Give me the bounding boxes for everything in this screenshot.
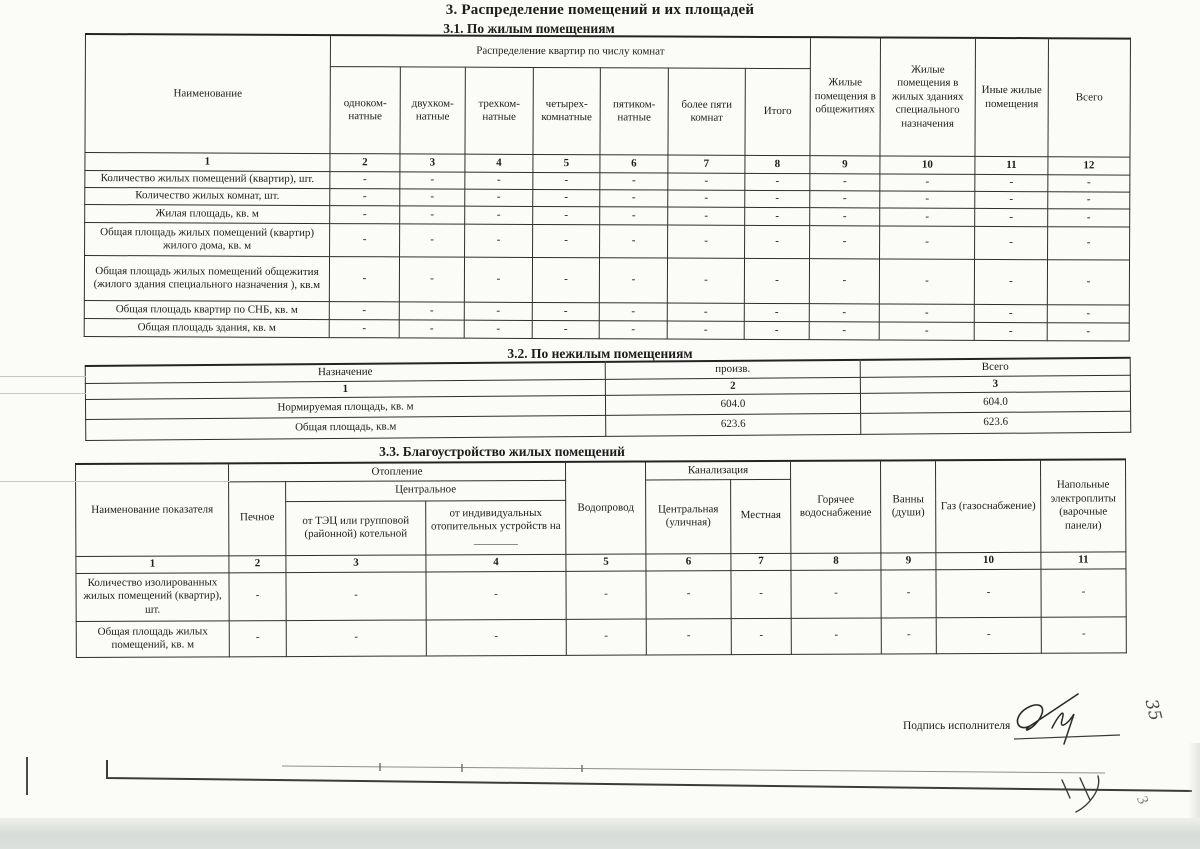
table-cell: - — [810, 174, 880, 191]
table-cell: - — [286, 571, 426, 620]
table-cell: 7 — [668, 155, 745, 173]
table-cell: - — [646, 570, 731, 618]
section-32-title: 3.2. По нежилым помещениям — [507, 346, 693, 361]
col-header-2room: двухком-натные — [400, 67, 465, 154]
col-header-central-street-sewerage: Центральная (уличная) — [646, 479, 731, 553]
scanner-edge-shadow — [1188, 743, 1200, 818]
col-header-stove-heating: Печное — [229, 481, 286, 555]
table-cell: - — [744, 321, 809, 339]
row-label: Количество изолированных жилых помещений (квартир), шт. — [76, 572, 229, 621]
table-cell: 6 — [646, 553, 731, 570]
table-cell: 1 — [85, 153, 330, 172]
col-header-purpose: Назначение — [85, 362, 605, 383]
table-cell: - — [426, 571, 566, 620]
page-title: 3. Распределение помещений и их площадей — [445, 2, 755, 18]
table-cell: 9 — [810, 156, 880, 174]
table-cell: - — [533, 189, 600, 206]
row-label: Общая площадь жилых помещений (квартир) жилого дома, кв. м — [85, 223, 330, 257]
col-header-water-supply: Водопровод — [565, 462, 645, 554]
table-cell: - — [400, 172, 465, 189]
table-cell: - — [936, 617, 1041, 653]
table-cell: 11 — [1041, 551, 1126, 568]
table-cell: 2 — [229, 555, 286, 572]
row-label: Нормируемая площадь, кв. м — [85, 395, 605, 419]
table-cell: - — [600, 173, 668, 190]
table-cell: 2 — [605, 377, 860, 395]
table-cell: - — [426, 619, 566, 656]
table-cell: 623.6 — [861, 411, 1131, 434]
table-cell: - — [974, 322, 1047, 340]
table-cell: 4 — [426, 554, 566, 572]
row-label: Жилая площадь, кв. м — [85, 205, 330, 224]
table-cell: - — [464, 302, 532, 320]
table-cell: - — [881, 569, 936, 617]
col-header-gas: Газ (газоснабжение) — [936, 460, 1041, 552]
scan-fold-line — [0, 481, 230, 482]
col-header-1room: одноком-натные — [330, 67, 400, 154]
table-cell: - — [810, 191, 880, 208]
table-row — [76, 616, 1126, 657]
table-cell: - — [668, 207, 745, 225]
table-cell: 2 — [330, 154, 400, 172]
col-header-total: Всего — [860, 358, 1130, 377]
table-cell: - — [744, 303, 809, 321]
table-cell: - — [880, 226, 975, 259]
handwritten-corner-mark: 3 — [1133, 793, 1152, 808]
table-cell: - — [286, 619, 426, 656]
table-cell: - — [791, 617, 881, 653]
col-header-baths: Ванны (души) — [881, 460, 936, 552]
row-label: Общая площадь здания, кв. м — [84, 318, 329, 337]
table-cell: - — [936, 569, 1041, 617]
table-cell: - — [599, 303, 667, 321]
table-cell: - — [1048, 227, 1130, 260]
row-label: Общая площадь, кв.м — [86, 415, 606, 440]
col-group-header-central-heating: Центральное — [286, 480, 566, 501]
col-header-hot-water: Горячее водоснабжение — [791, 460, 881, 552]
table-cell: - — [975, 191, 1048, 208]
signature-label: Подпись исполнителя — [903, 720, 1011, 732]
col-header-other: Иные жилые помещения — [975, 38, 1049, 157]
table-cell: 3 — [286, 554, 426, 572]
table-cell: 604.0 — [605, 393, 860, 415]
table-cell: - — [599, 258, 667, 303]
table-cell: 1 — [76, 555, 229, 573]
table-cell: - — [880, 174, 975, 191]
col-group-header-heating: Отопление — [229, 462, 566, 481]
header-row-groups — [76, 459, 1126, 482]
table-cell: - — [464, 257, 532, 302]
scan-fold-line — [0, 393, 86, 394]
table-cell: - — [810, 226, 880, 259]
table-cell: - — [464, 320, 532, 338]
row-label: Общая площадь квартир по СНБ, кв. м — [84, 300, 329, 319]
table-cell: - — [974, 259, 1047, 304]
row-label: Количество жилых помещений (квартир), шт. — [85, 171, 330, 189]
table-amenities — [75, 458, 1127, 657]
section-33-title: 3.3. Благоустройство жилых помещений — [379, 444, 625, 459]
table-cell: - — [532, 257, 599, 302]
table-row — [85, 223, 1130, 261]
table-cell: 12 — [1048, 157, 1130, 175]
table-cell: 1 — [85, 379, 605, 399]
signature-handwriting — [1000, 688, 1140, 748]
table-cell: - — [600, 225, 668, 258]
table-cell: - — [668, 173, 745, 190]
table-cell: - — [810, 208, 880, 226]
table-cell: - — [745, 190, 810, 207]
table-cell: - — [880, 191, 975, 208]
table-cell: - — [465, 224, 533, 257]
table-cell: - — [330, 206, 400, 224]
table-cell: 623.6 — [606, 413, 861, 436]
table-cell: - — [731, 618, 791, 654]
table-cell: 9 — [881, 552, 936, 569]
table-cell: - — [668, 225, 745, 258]
table-cell: - — [1041, 568, 1126, 616]
col-header-3room: трехком-натные — [465, 67, 533, 154]
table-row — [84, 318, 1129, 341]
table-cell: - — [1048, 175, 1130, 192]
col-header-local-sewerage: Местная — [731, 479, 791, 553]
table-cell: 4 — [465, 154, 533, 172]
table-cell: - — [532, 302, 599, 320]
table-cell: - — [329, 320, 399, 338]
col-header-special-buildings: Жилые помещения в жилых зданиях специального назначения — [880, 37, 976, 156]
table-cell: - — [975, 208, 1048, 226]
table-cell: - — [745, 207, 810, 225]
col-header-5room: пятиком-натные — [600, 68, 668, 155]
table-cell: - — [399, 257, 464, 302]
table-cell: - — [533, 206, 600, 224]
col-header-dorms: Жилые помещения в общежитиях — [810, 37, 881, 156]
table-cell: - — [879, 304, 974, 322]
table-cell: 5 — [533, 154, 600, 172]
table-cell: - — [745, 173, 810, 190]
table-cell: 5 — [566, 554, 646, 571]
row-label: Общая площадь жилых помещений общежития (жилого здания специального назначения ), кв.м — [84, 256, 329, 302]
table-cell: - — [566, 619, 646, 655]
table-cell: - — [745, 225, 810, 258]
table-cell: - — [465, 206, 533, 224]
table-cell: - — [330, 172, 400, 189]
table-cell: - — [533, 172, 600, 189]
table-cell: - — [465, 172, 533, 189]
col-header-itogo: Итого — [745, 68, 810, 155]
table-cell: - — [667, 258, 744, 303]
row-label: Общая площадь жилых помещений, кв. м — [76, 620, 229, 657]
table-cell: - — [1048, 192, 1130, 209]
table-cell: - — [809, 304, 879, 322]
table-cell: 8 — [791, 552, 881, 569]
table-cell: - — [329, 302, 399, 320]
col-header-total: Всего — [1048, 38, 1131, 157]
table-cell: - — [330, 224, 400, 257]
table-cell: 8 — [745, 155, 810, 173]
table-cell: - — [600, 207, 668, 225]
table-cell: 3 — [400, 154, 465, 172]
table-cell: 604.0 — [860, 391, 1130, 413]
table-cell: - — [465, 189, 533, 206]
col-header-production: произв. — [605, 360, 860, 379]
handwritten-page-number: 35 — [1140, 697, 1166, 723]
col-group-header-sewerage: Канализация — [645, 461, 790, 480]
table-cell: - — [667, 321, 744, 339]
table-cell: - — [1047, 323, 1129, 341]
table-cell: - — [809, 259, 879, 304]
table-cell: - — [879, 259, 974, 304]
table-cell: - — [881, 617, 936, 653]
table-cell: - — [880, 208, 975, 226]
col-group-header-rooms: Распределение квартир по числу комнат — [330, 35, 810, 69]
table-cell: - — [399, 320, 464, 338]
table-cell: 10 — [936, 552, 1041, 569]
table-cell: - — [532, 320, 599, 338]
table-cell: - — [975, 226, 1048, 259]
table-cell: - — [646, 618, 731, 654]
col-header-electric-stoves: Напольные электроплиты (варочные панели) — [1041, 459, 1126, 551]
table-cell: - — [744, 258, 809, 303]
table-cell: 6 — [600, 155, 668, 173]
table-cell: - — [399, 302, 464, 320]
table-row — [84, 256, 1129, 306]
table-cell: - — [667, 303, 744, 321]
table-cell: - — [668, 190, 745, 207]
table-cell: - — [1047, 260, 1129, 305]
col-header-name: Наименование — [85, 34, 331, 154]
table-cell: - — [731, 570, 791, 618]
col-header-5plus: более пяти комнат — [668, 68, 745, 155]
table-cell: - — [974, 304, 1047, 322]
table-residential-premises — [84, 33, 1131, 342]
table-cell: - — [533, 224, 600, 257]
table-cell: - — [400, 206, 465, 224]
table-cell: - — [600, 190, 668, 207]
table-cell: - — [1048, 209, 1130, 227]
table-cell: 11 — [975, 156, 1048, 174]
table-cell: - — [229, 572, 286, 620]
col-header-indicator: Наименование показателя — [76, 463, 229, 556]
table-cell: 7 — [731, 553, 791, 570]
header-row-groups — [85, 34, 1130, 70]
table-cell: 3 — [860, 375, 1130, 394]
section-31-title: 3.1. По жилым помещениям — [443, 21, 615, 36]
table-cell: - — [229, 620, 286, 656]
table-cell: - — [599, 321, 667, 339]
table-row — [76, 568, 1126, 621]
table-cell: - — [1041, 616, 1126, 652]
table-cell: - — [879, 322, 974, 340]
col-header-chp-boiler: от ТЭЦ или групповой (районной) котельной — [286, 500, 426, 555]
scanner-background-strip — [0, 818, 1200, 849]
table-cell: - — [566, 571, 646, 619]
table-cell: - — [400, 224, 465, 257]
table-cell: 10 — [880, 156, 975, 174]
table-cell: - — [400, 189, 465, 206]
table-nonresidential-premises — [85, 357, 1132, 441]
col-header-individual-devices: от индивидуальных отопительных устройств на ________ — [426, 500, 566, 555]
table-cell: - — [975, 174, 1048, 191]
table-cell: - — [330, 189, 400, 206]
col-header-4room: четырех-комнатные — [533, 67, 600, 154]
table-cell: - — [809, 322, 879, 340]
table-cell: - — [791, 569, 881, 617]
table-cell: - — [329, 257, 399, 302]
table-cell: - — [1047, 305, 1129, 323]
scan-fold-line — [0, 376, 86, 377]
row-label: Количество жилых комнат, шт. — [85, 188, 330, 206]
